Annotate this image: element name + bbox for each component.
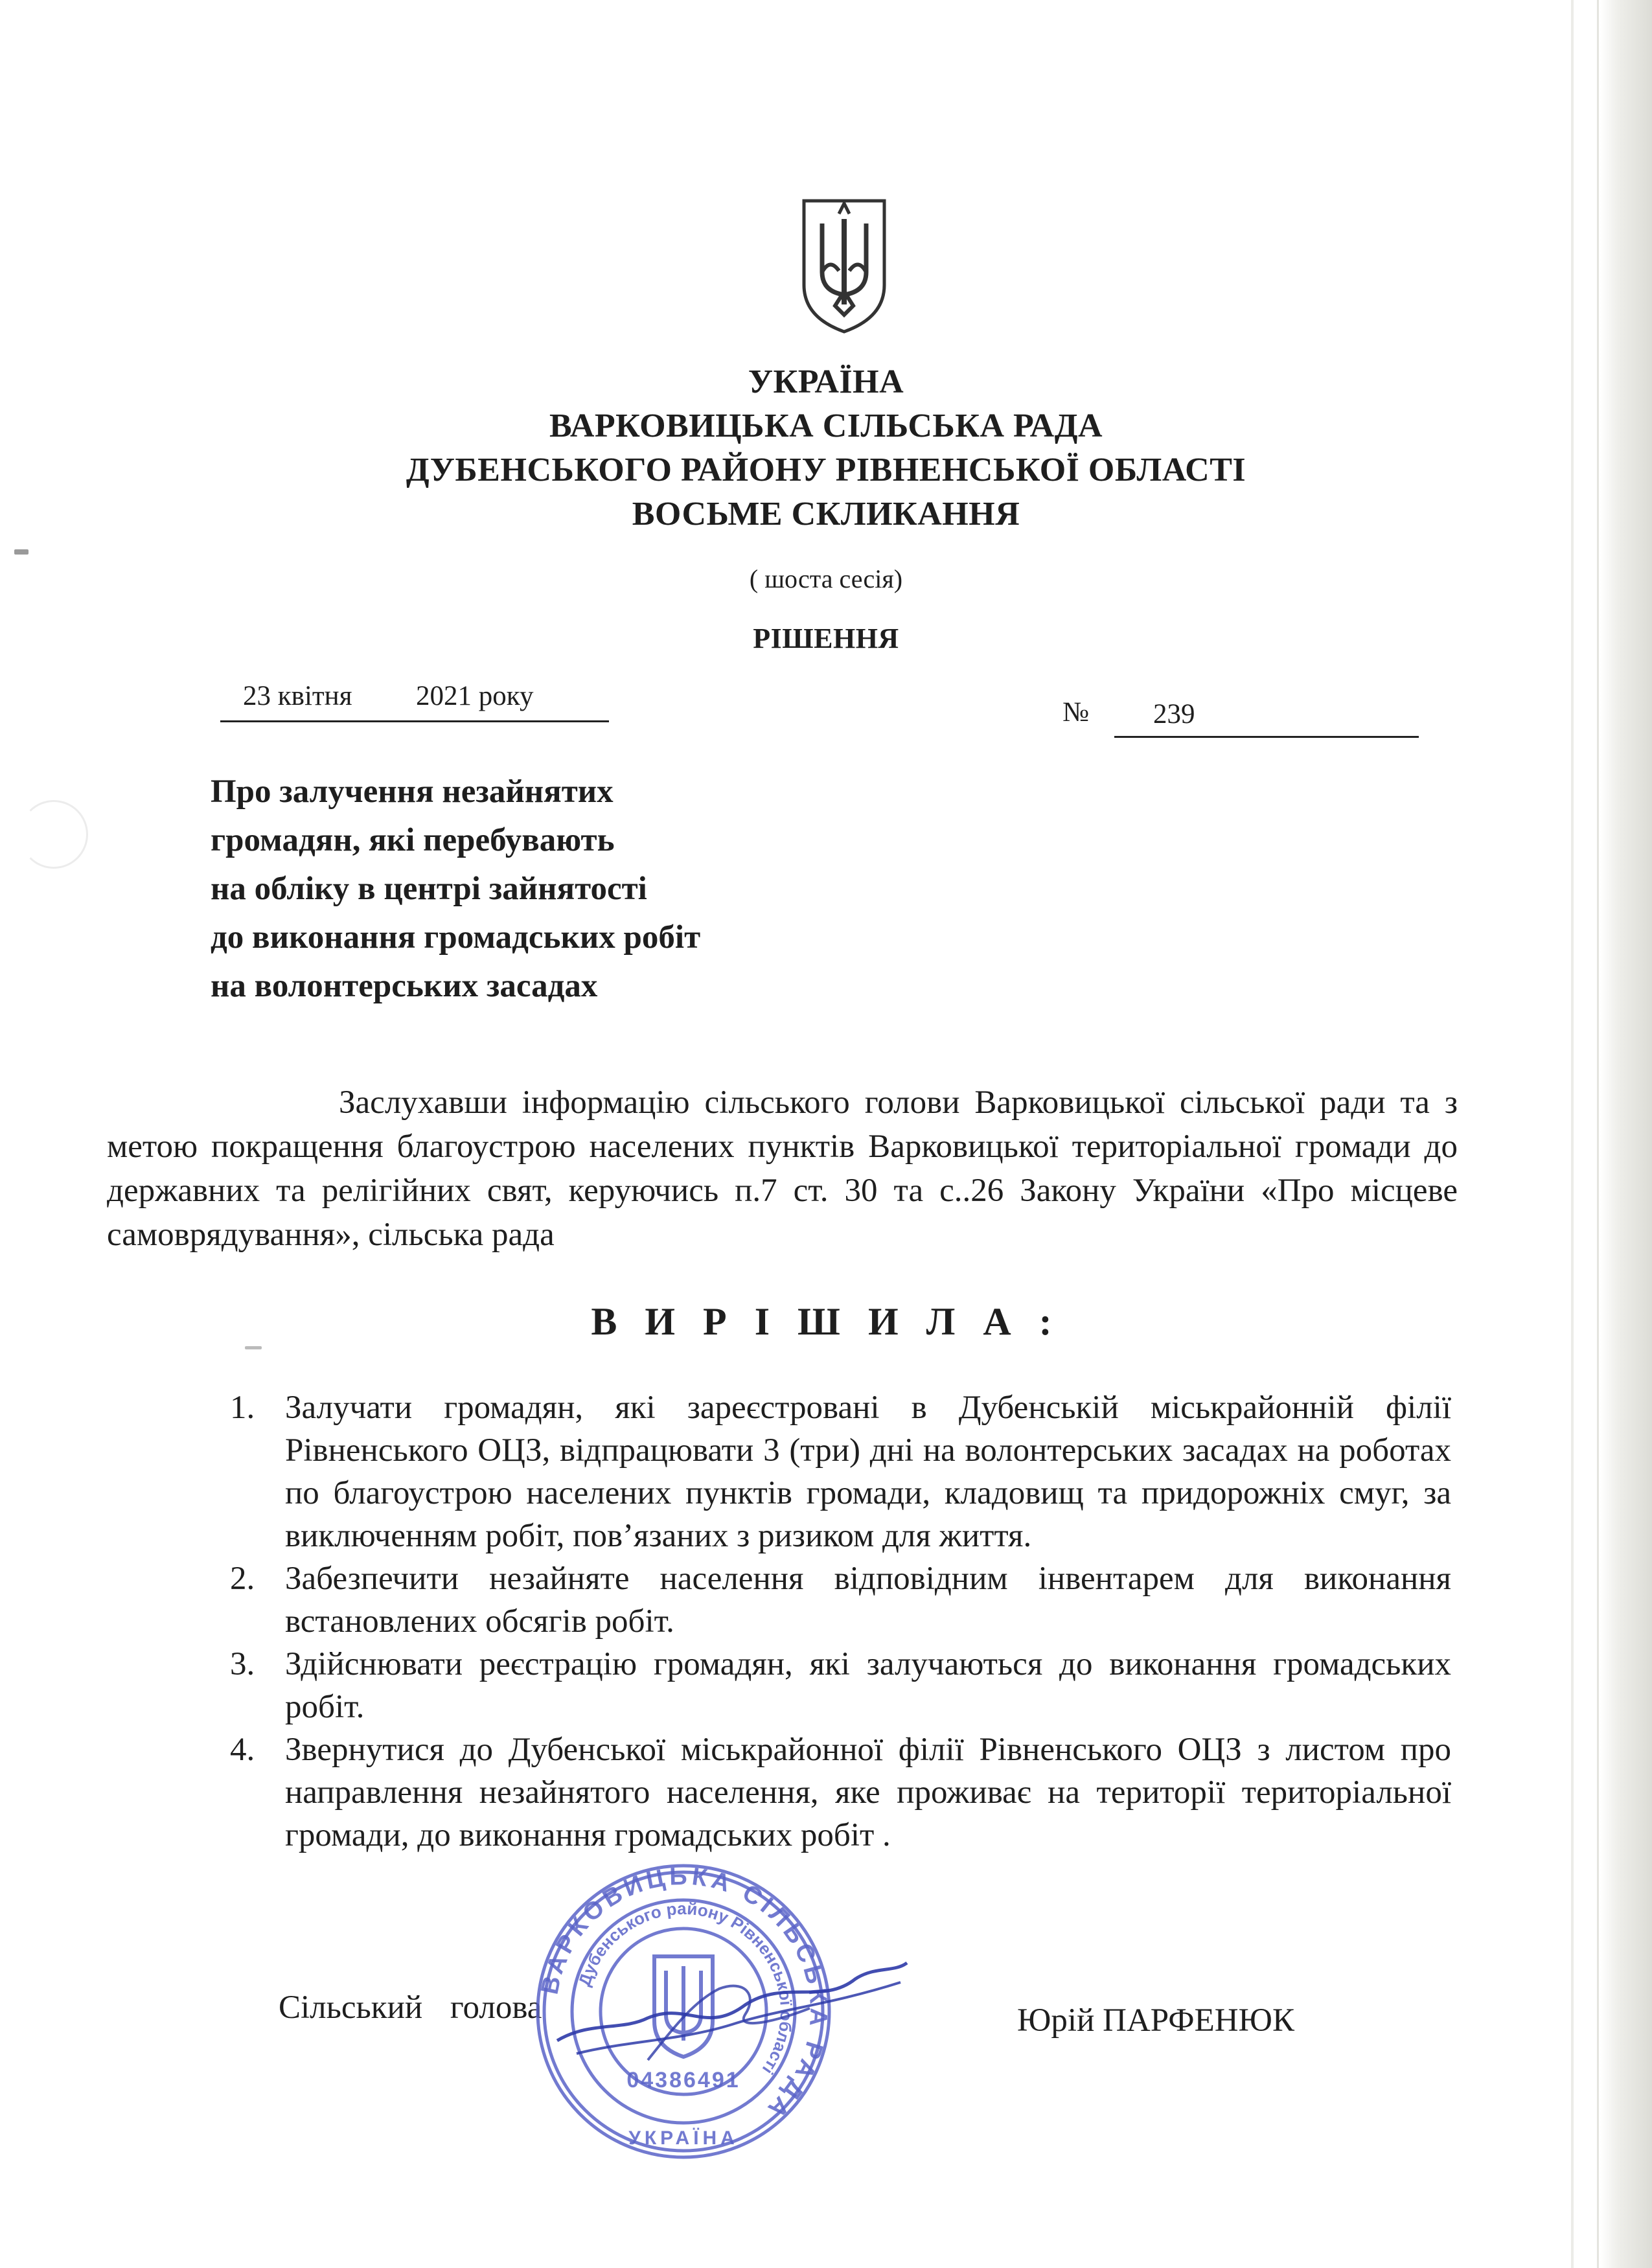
country-title: УКРАЇНА	[748, 363, 904, 400]
item-number: 1.	[230, 1390, 255, 1426]
subject-line: Про залучення незайнятих	[211, 773, 614, 810]
document-type: РІШЕННЯ	[753, 623, 899, 654]
stamp-country: УКРАЇНА	[628, 2127, 739, 2149]
scan-speck	[14, 549, 29, 555]
resolution-items	[230, 1386, 1451, 1857]
item-text: Залучати громадян, які зареєстровані в Дубенській міськрайонній філії Рівненського ОЦЗ, відпрацювати 3 (три) дні на волонтерських засадах на роботах по благоустрою населених пунктів громади, кладовищ та придорожніх смуг, за виключенням робіт, пов’язаних з ризиком для життя.	[285, 1390, 1451, 1554]
signatory-position: Сільський голова	[279, 1989, 542, 2026]
decision-date	[220, 680, 609, 722]
decision-number: 239	[1153, 699, 1195, 729]
coat-of-arms-icon	[799, 194, 889, 337]
item-text: Здійснювати реєстрацію громадян, які залучаються до виконання громадських робіт.	[285, 1646, 1451, 1725]
page-edge-shadow	[1600, 0, 1652, 2268]
item-text: Забезпечити незайняте населення відповідним інвентарем для виконання встановлених обсягів робіт.	[285, 1561, 1451, 1640]
decision-subject	[211, 768, 700, 1011]
district-title: ДУБЕНСЬКОГО РАЙОНУ РІВНЕНСЬКОЇ ОБЛАСТІ	[406, 452, 1246, 488]
stamp-inner-text: Дубенського району Рівненської області	[574, 1898, 797, 2078]
stamp-outer-text: ВАРКОВИЦЬКА СІЛЬСЬКА РАДА	[536, 1862, 832, 2126]
item-number: 3.	[230, 1646, 255, 1682]
page-fold	[1571, 0, 1574, 2268]
date-day: 23 квітня	[243, 681, 352, 711]
date-year: 2021 року	[416, 681, 534, 711]
preamble-text: Заслухавши інформацію сільського голови Варковицької сільської ради та з метою покращення благоустрою населених пунктів Варковицької територіальної громади до державних та релігійних свят, керуючись п.7 ст. 30 та с..26 Закону України «Про місцеве самоврядування», сільська рада	[107, 1084, 1458, 1253]
list-item	[230, 1643, 1451, 1728]
item-number: 4.	[230, 1732, 255, 1768]
punch-hole	[19, 800, 88, 869]
subject-line: до виконання громадських робіт	[211, 919, 701, 956]
item-number: 2.	[230, 1561, 255, 1597]
subject-line: на волонтерських засадах	[211, 968, 598, 1004]
session-label: ( шоста сесія)	[749, 564, 903, 593]
item-text: Звернутися до Дубенської міськрайонної філії Рівненського ОЦЗ з листом про направлення незайнятого населення, яке проживає на території територіальної громади, до виконання громадських робіт .	[285, 1732, 1451, 1853]
handwritten-signature	[551, 1943, 913, 2073]
convocation-title: ВОСЬМЕ СКЛИКАННЯ	[632, 496, 1020, 533]
scan-speck	[245, 1346, 262, 1349]
subject-line: на обліку в центрі зайнятості	[211, 871, 647, 907]
page-fold	[1597, 0, 1599, 2268]
list-item	[230, 1386, 1451, 1557]
signatory-name: Юрій ПАРФЕНЮК	[1017, 2002, 1294, 2039]
stamp-code: 04386491	[626, 2068, 740, 2092]
subject-line: громадян, які перебувають	[211, 822, 615, 858]
resolution-heading: В И Р І Ш И Л А :	[591, 1300, 1061, 1343]
number-sign: №	[1062, 697, 1090, 727]
decision-number-field	[1114, 698, 1419, 738]
list-item	[230, 1728, 1451, 1857]
council-title: ВАРКОВИЦЬКА СІЛЬСЬКА РАДА	[549, 407, 1103, 444]
list-item	[230, 1557, 1451, 1643]
preamble-paragraph	[107, 1081, 1458, 1257]
